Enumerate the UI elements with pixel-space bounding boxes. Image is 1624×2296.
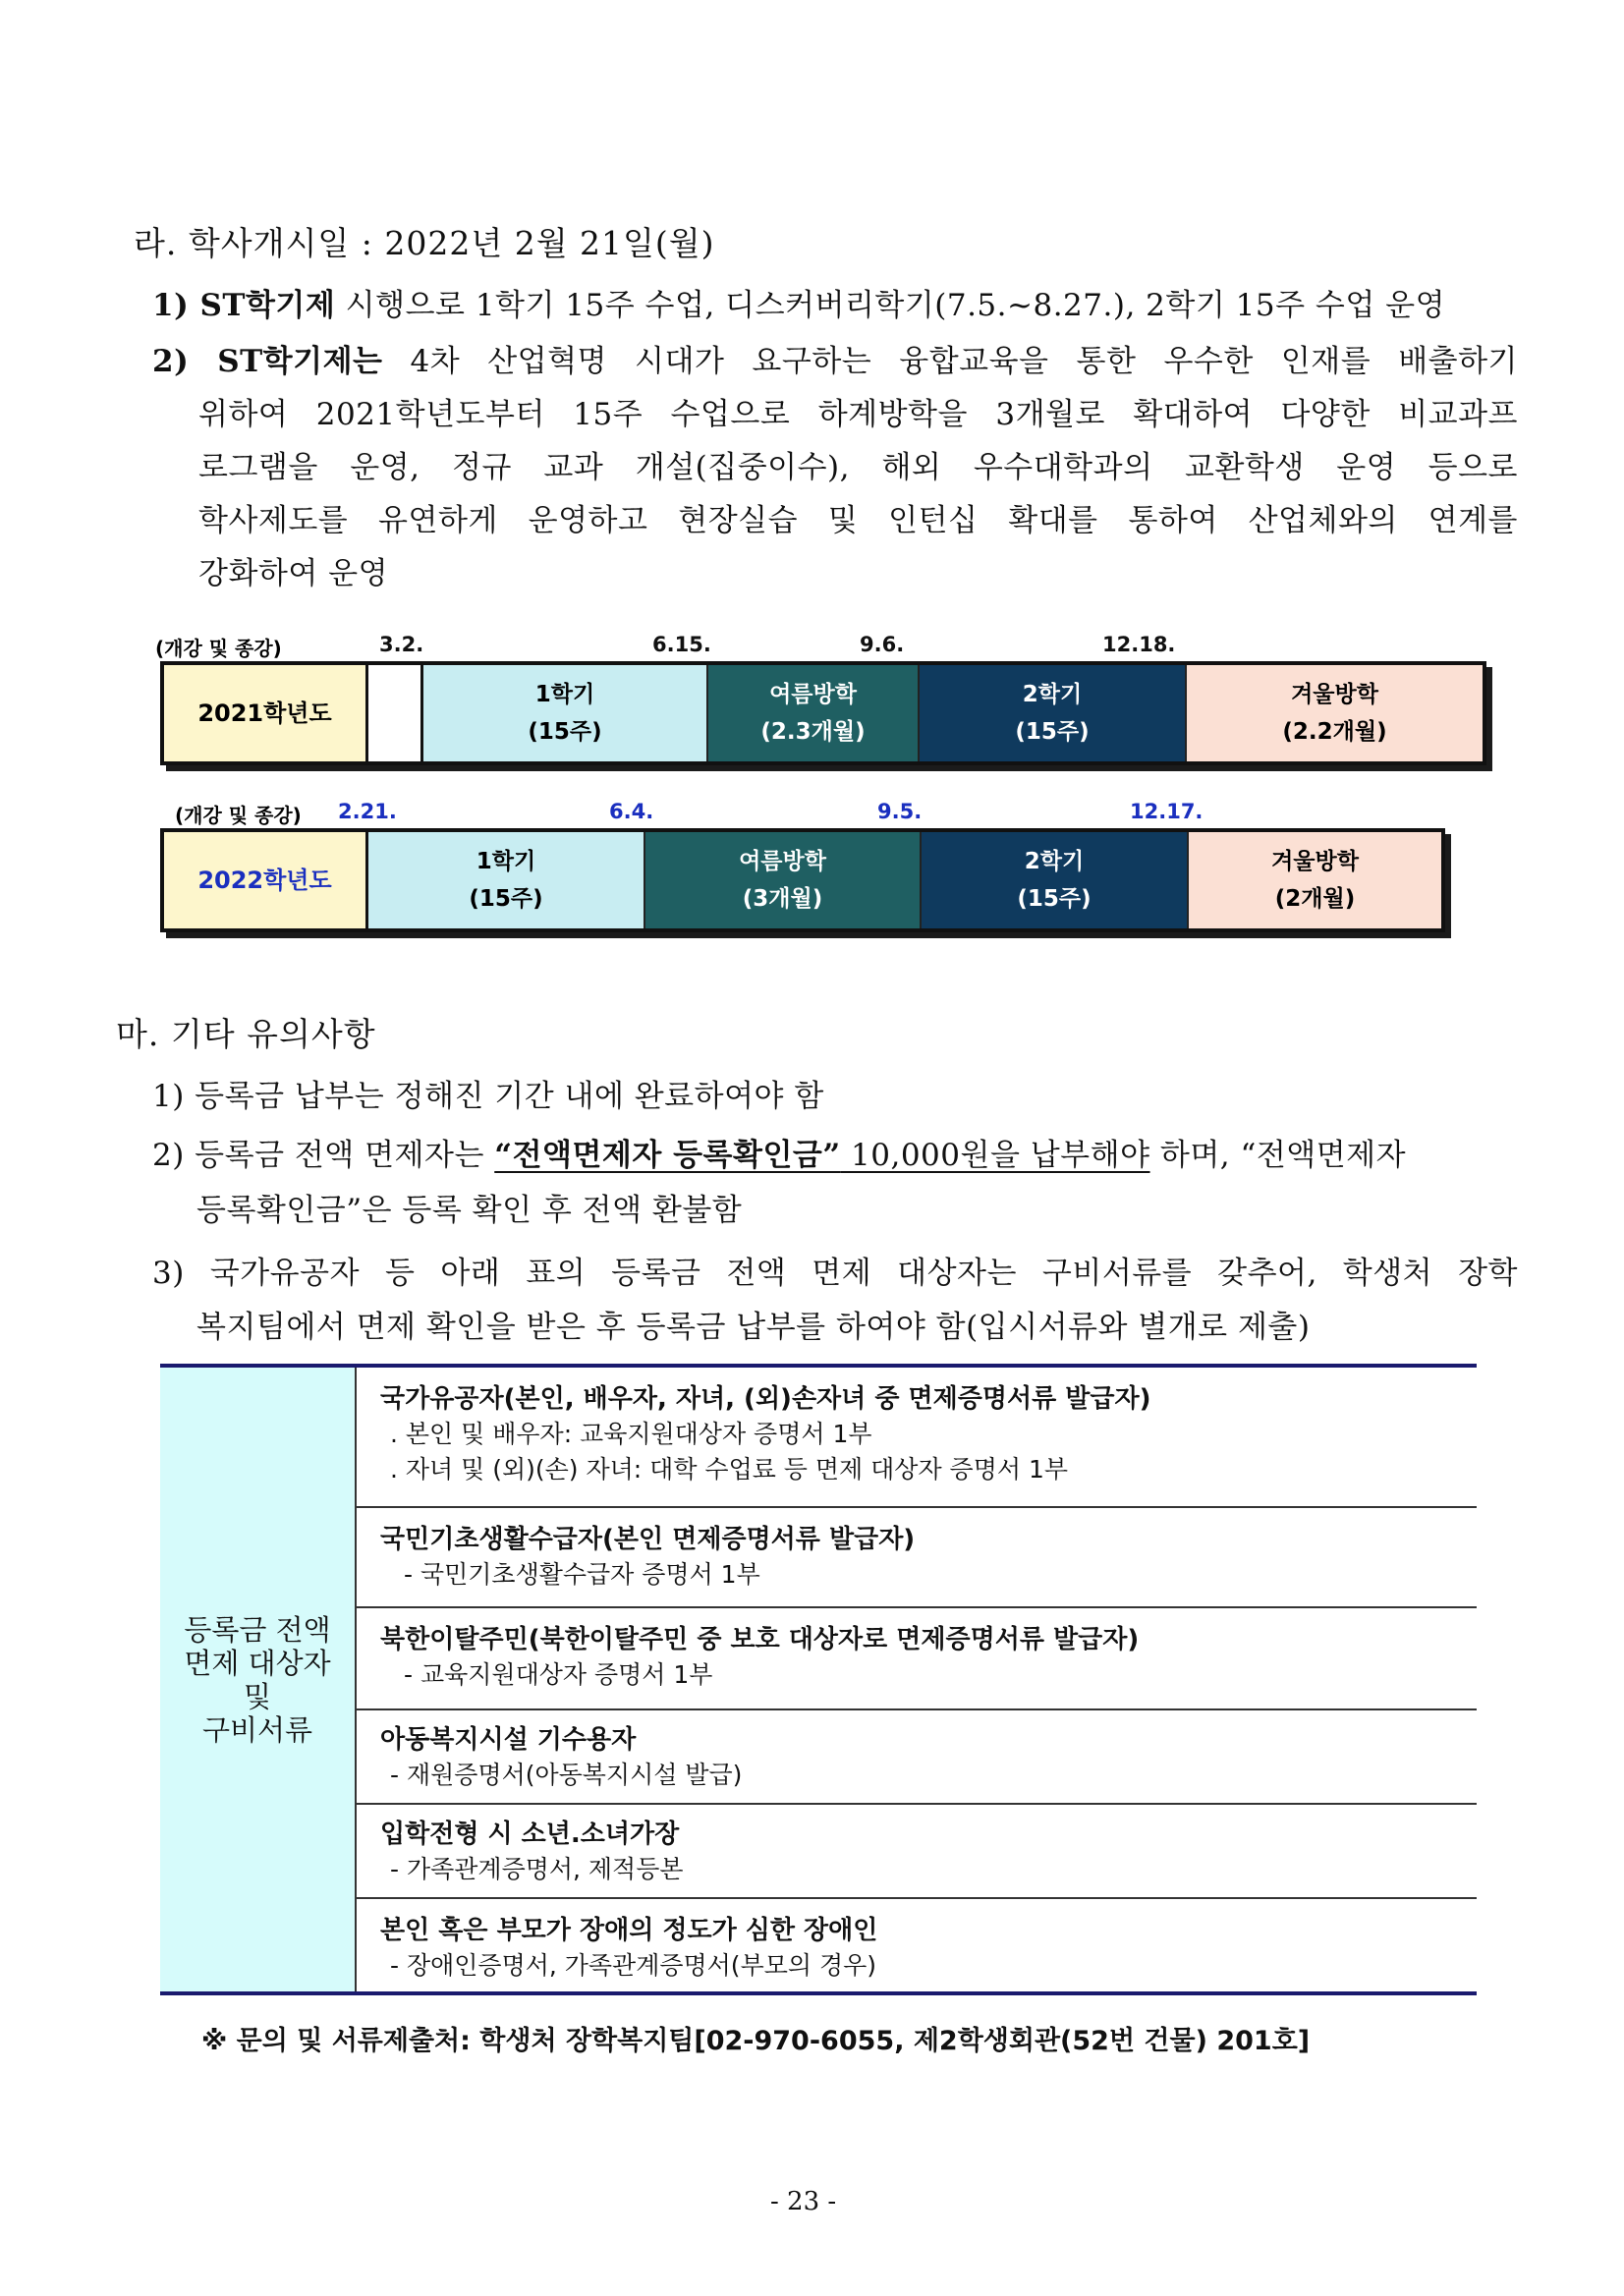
row-item: - 교육지원대상자 증명서 1부 <box>404 1660 713 1689</box>
row-title: 본인 혹은 부모가 장애의 정도가 심한 장애인 <box>380 1916 878 1945</box>
row-title: 입학전형 시 소년.소녀가장 <box>380 1820 680 1849</box>
timeline-2021-winter-break: 겨울방학 (2.2개월) <box>1187 665 1483 761</box>
section-ra-item-2-line5: 강화하여 운영 <box>198 556 389 591</box>
item2-line1-rest: 4차 산업혁명 시대가 요구하는 융합교육을 통한 우수한 인재를 배출하기 <box>382 344 1518 379</box>
item2-post: 하며, “전액면제자 <box>1149 1138 1407 1173</box>
row-item: - 가족관계증명서, 제적등본 <box>390 1855 684 1883</box>
table-row <box>357 1899 1477 1995</box>
row-item: - 장애인증명서, 가족관계증명서(부모의 경우) <box>390 1951 877 1980</box>
timeline-2022-winter-break: 겨울방학 (2개월) <box>1189 832 1441 928</box>
section-ra-item-2-line4: 학사제도를 유연하게 운영하고 현장실습 및 인턴십 확대를 통하여 산업체와의 연계를 <box>198 503 1518 538</box>
row-title: 국가유공자(본인, 배우자, 자녀, (외)손자녀 중 면제증명서류 발급자) <box>380 1384 1151 1414</box>
timeline-2022-date-4: 12.17. <box>1130 800 1204 823</box>
section-ma-item-3-line2: 복지팀에서 면제 확인을 받은 후 등록금 납부를 하여야 함(입시서류와 별개로 제출) <box>196 1310 1311 1345</box>
timeline-2021 <box>160 661 1486 765</box>
timeline-2021-semester-2: 2학기 (15주) <box>920 665 1187 761</box>
page-number: - 23 - <box>770 2187 837 2216</box>
item1-bold: 1) ST학기제 <box>152 288 336 323</box>
section-ma-heading: 마. 기타 유의사항 <box>116 1015 376 1053</box>
item2-bold: “전액면제자 등록확인금” <box>494 1138 841 1173</box>
table-row <box>357 1508 1477 1608</box>
exemption-documents-table <box>160 1364 1477 1995</box>
section-ma-item-2-line1 <box>152 1130 1406 1174</box>
row-title: 아동복지시설 기수용자 <box>380 1725 637 1755</box>
section-ra-item-2-line1 <box>152 336 1518 380</box>
table-left-header <box>160 1368 357 1991</box>
left-header-line-2: 면제 대상자 <box>184 1646 331 1680</box>
timeline-2021-gap <box>368 665 423 761</box>
timeline-2021-date-4: 12.18. <box>1102 633 1176 656</box>
row-item: - 재원증명서(아동복지시설 발급) <box>390 1761 743 1789</box>
section-ma-item-3-line1: 3) 국가유공자 등 아래 표의 등록금 전액 면제 대상자는 구비서류를 갖추어, 학생처 장학 <box>152 1256 1518 1291</box>
left-header-line-3: 및 <box>243 1679 271 1713</box>
timeline-2021-year-label: 2021학년도 <box>164 665 368 761</box>
section-ma-item-2-line2: 등록확인금”은 등록 확인 후 전액 환불함 <box>196 1193 743 1228</box>
row-item: . 자녀 및 (외)(손) 자녀: 대학 수업료 등 면제 대상자 증명서 1부 <box>390 1455 1069 1484</box>
table-row <box>357 1368 1477 1508</box>
row-title: 국민기초생활수급자(본인 면제증명서류 발급자) <box>380 1525 916 1554</box>
timeline-2021-summer-break: 여름방학 (2.3개월) <box>708 665 920 761</box>
item2-bold: 2) ST학기제는 <box>152 344 383 379</box>
item2-underlined: 10,000원을 납부해야 <box>840 1138 1150 1173</box>
section-ma-item-1: 1) 등록금 납부는 정해진 기간 내에 완료하여야 함 <box>152 1079 824 1114</box>
timeline-2022-semester-1: 1학기 (15주) <box>368 832 645 928</box>
timeline-2022-year-label: 2022학년도 <box>164 832 368 928</box>
row-title: 북한이탈주민(북한이탈주민 중 보호 대상자로 면제증명서류 발급자) <box>380 1625 1140 1654</box>
section-ra-item-2-line2: 위하여 2021학년도부터 15주 수업으로 하계방학을 3개월로 확대하여 다양한 비교과프 <box>198 397 1518 432</box>
row-item: - 국민기초생활수급자 증명서 1부 <box>404 1560 760 1589</box>
timeline-2022 <box>160 828 1445 932</box>
contact-note: ※ 문의 및 서류제출처: 학생처 장학복지팀[02-970-6055, 제2학생회관(52번 건물) 201호] <box>201 2026 1311 2056</box>
table-row <box>357 1805 1477 1899</box>
timeline-2021-date-3: 9.6. <box>860 633 905 656</box>
timeline-2022-semester-2: 2학기 (15주) <box>922 832 1189 928</box>
timeline-2022-date-2: 6.4. <box>609 800 654 823</box>
item1-rest: 시행으로 1학기 15주 수업, 디스커버리학기(7.5.~8.27.), 2학기 15주 수업 운영 <box>335 288 1446 323</box>
table-row <box>357 1608 1477 1710</box>
timeline-2021-date-2: 6.15. <box>652 633 711 656</box>
table-row <box>357 1710 1477 1805</box>
section-ra-item-1 <box>152 280 1445 324</box>
left-header-line-4: 구비서류 <box>201 1712 313 1747</box>
timeline-2021-caption: (개강 및 종강) <box>155 637 282 660</box>
left-header-line-1: 등록금 전액 <box>184 1612 331 1647</box>
timeline-2022-date-3: 9.5. <box>877 800 923 823</box>
timeline-2022-summer-break: 여름방학 (3개월) <box>645 832 922 928</box>
row-item: . 본인 및 배우자: 교육지원대상자 증명서 1부 <box>390 1420 872 1448</box>
timeline-2022-caption: (개강 및 종강) <box>175 804 302 827</box>
timeline-2021-semester-1: 1학기 (15주) <box>423 665 708 761</box>
item2-pre: 2) 등록금 전액 면제자는 <box>152 1138 495 1173</box>
timeline-2021-date-1: 3.2. <box>379 633 424 656</box>
section-ra-item-2-line3: 로그램을 운영, 정규 교과 개설(집중이수), 해외 우수대학과의 교환학생 운영 등으로 <box>198 450 1518 485</box>
section-ra-heading: 라. 학사개시일 : 2022년 2월 21일(월) <box>134 224 715 262</box>
timeline-2022-date-1: 2.21. <box>338 800 397 823</box>
